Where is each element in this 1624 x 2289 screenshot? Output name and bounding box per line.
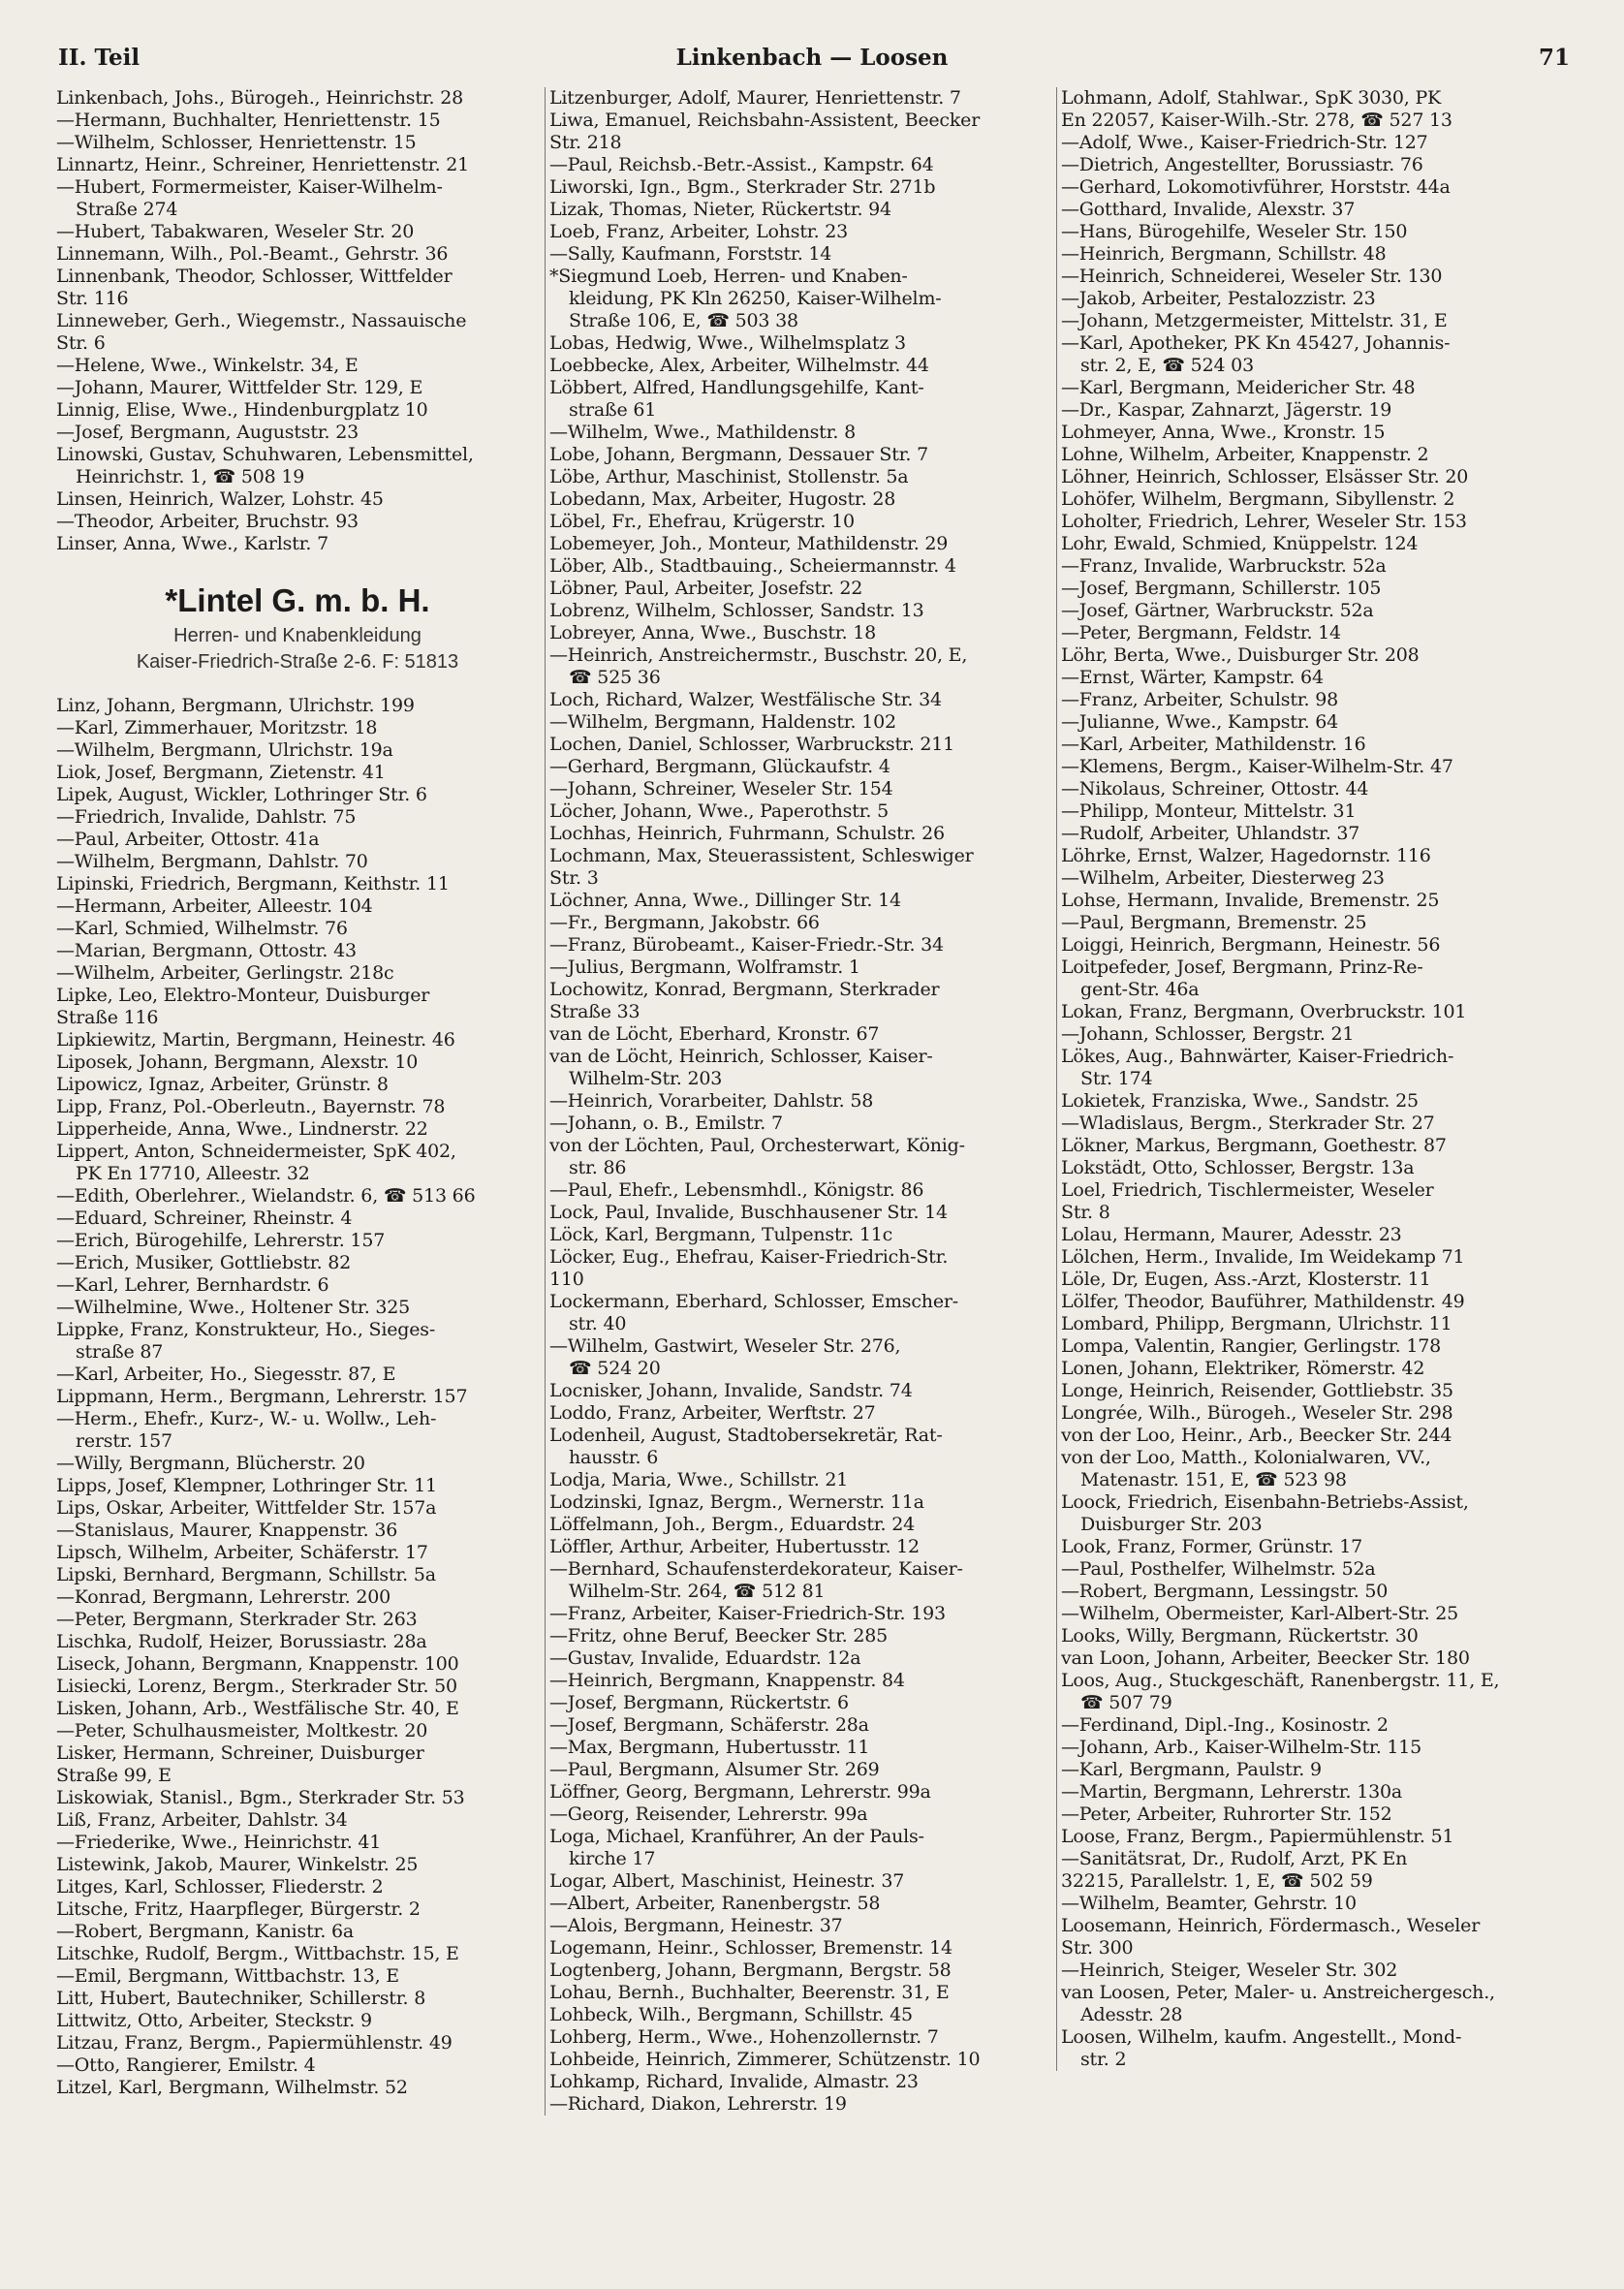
directory-entry: —Bernhard, Schaufensterdekorateur, Kaiser- bbox=[549, 1558, 963, 1580]
directory-entry: —Herm., Ehefr., Kurz-, W.- u. Wollw., Leh- bbox=[56, 1408, 437, 1429]
directory-entry: —Sally, Kaufmann, Forststr. 14 bbox=[549, 243, 832, 265]
directory-entry: Lipinski, Friedrich, Bergmann, Keithstr. 11 bbox=[56, 873, 450, 894]
directory-entry: —Erich, Musiker, Gottliebstr. 82 bbox=[56, 1252, 352, 1273]
directory-entry: —Georg, Reisender, Lehrerstr. 99a bbox=[549, 1803, 868, 1825]
directory-entry: straße 87 bbox=[76, 1341, 164, 1363]
directory-entry: Lohr, Ewald, Schmied, Knüppelstr. 124 bbox=[1061, 533, 1419, 554]
directory-entry: Listewink, Jakob, Maurer, Winkelstr. 25 bbox=[56, 1854, 419, 1875]
directory-entry: Straße 274 bbox=[76, 199, 178, 220]
directory-entry: Longe, Heinrich, Reisender, Gottliebstr. 35 bbox=[1061, 1380, 1453, 1401]
directory-entry: Lohkamp, Richard, Invalide, Almastr. 23 bbox=[549, 2071, 919, 2092]
directory-entry: —Friedrich, Invalide, Dahlstr. 75 bbox=[56, 806, 357, 828]
directory-entry: kirche 17 bbox=[569, 1848, 656, 1869]
directory-entry: —Eduard, Schreiner, Rheinstr. 4 bbox=[56, 1207, 353, 1229]
directory-entry: Lock, Paul, Invalide, Buschhausener Str. 14 bbox=[549, 1202, 948, 1223]
directory-entry: —Gerhard, Bergmann, Glückaufstr. 4 bbox=[549, 756, 890, 777]
directory-entry: —Theodor, Arbeiter, Bruchstr. 93 bbox=[56, 511, 359, 532]
directory-entry: Lompa, Valentin, Rangier, Gerlingstr. 178 bbox=[1061, 1335, 1441, 1357]
directory-entry: Lodzinski, Ignaz, Bergm., Wernerstr. 11a bbox=[549, 1491, 924, 1513]
directory-entry: —Paul, Arbeiter, Ottostr. 41a bbox=[56, 829, 320, 850]
directory-entry: Liok, Josef, Bergmann, Zietenstr. 41 bbox=[56, 762, 386, 783]
directory-entry: —Hermann, Arbeiter, Alleestr. 104 bbox=[56, 895, 373, 917]
directory-entry: Lölchen, Herm., Invalide, Im Weidekamp 71 bbox=[1061, 1246, 1465, 1268]
directory-entry: Löck, Karl, Bergmann, Tulpenstr. 11c bbox=[549, 1224, 893, 1245]
directory-entry: —Hermann, Buchhalter, Henriettenstr. 15 bbox=[56, 110, 441, 131]
directory-entry: Löhr, Berta, Wwe., Duisburger Str. 208 bbox=[1061, 644, 1420, 666]
directory-entry: Str. 6 bbox=[56, 332, 106, 354]
directory-entry: von der Löchten, Paul, Orchesterwart, König- bbox=[549, 1135, 965, 1156]
directory-entry: —Klemens, Bergm., Kaiser-Wilhelm-Str. 47 bbox=[1061, 756, 1453, 777]
directory-entry: von der Loo, Heinr., Arb., Beecker Str. 244 bbox=[1061, 1425, 1452, 1446]
directory-entry: Lipps, Josef, Klempner, Lothringer Str. 11 bbox=[56, 1475, 437, 1496]
directory-entry: Lipek, August, Wickler, Lothringer Str. 6 bbox=[56, 784, 427, 805]
directory-entry: Lobe, Johann, Bergmann, Dessauer Str. 7 bbox=[549, 444, 928, 465]
advertisement bbox=[56, 579, 539, 675]
directory-entry: —Johann, Maurer, Wittfelder Str. 129, E bbox=[56, 377, 423, 398]
column-1 bbox=[56, 87, 539, 2099]
directory-entry: Straße 99, E bbox=[56, 1765, 172, 1786]
directory-entry: Lips, Oskar, Arbeiter, Wittfelder Str. 157a bbox=[56, 1497, 437, 1519]
directory-entry: —Heinrich, Bergmann, Knappenstr. 84 bbox=[549, 1670, 905, 1691]
directory-entry: Löbbert, Alfred, Handlungsgehilfe, Kant- bbox=[549, 377, 924, 398]
directory-entry: 32215, Parallelstr. 1, E, ☎ 502 59 bbox=[1061, 1870, 1373, 1892]
directory-entry: Lohne, Wilhelm, Arbeiter, Knappenstr. 2 bbox=[1061, 444, 1429, 465]
directory-entry: ☎ 524 20 bbox=[569, 1358, 661, 1379]
directory-entry: Lohberg, Herm., Wwe., Hohenzollernstr. 7 bbox=[549, 2026, 939, 2048]
directory-entry: Lisiecki, Lorenz, Bergm., Sterkrader Str. 50 bbox=[56, 1676, 457, 1697]
directory-entry: Lipperheide, Anna, Wwe., Lindnerstr. 22 bbox=[56, 1118, 428, 1140]
directory-entry: Loitpefeder, Josef, Bergmann, Prinz-Re- bbox=[1061, 956, 1423, 978]
directory-entry: Lipowicz, Ignaz, Arbeiter, Grünstr. 8 bbox=[56, 1074, 389, 1095]
directory-entry: —Franz, Invalide, Warbruckstr. 52a bbox=[1061, 555, 1387, 577]
directory-entry: —Paul, Bergmann, Bremenstr. 25 bbox=[1061, 912, 1367, 933]
directory-entry: —Karl, Arbeiter, Ho., Siegesstr. 87, E bbox=[56, 1364, 396, 1385]
directory-entry: Löcher, Johann, Wwe., Paperothstr. 5 bbox=[549, 800, 889, 822]
directory-entry: Litsche, Fritz, Haarpfleger, Bürgerstr. 2 bbox=[56, 1898, 421, 1920]
directory-entry: —Nikolaus, Schreiner, Ottostr. 44 bbox=[1061, 778, 1369, 800]
directory-entry: —Paul, Posthelfer, Wilhelmstr. 52a bbox=[1061, 1558, 1376, 1580]
directory-entry: Logemann, Heinr., Schlosser, Bremenstr. 14 bbox=[549, 1937, 953, 1959]
directory-entry: —Wilhelm, Gastwirt, Weseler Str. 276, bbox=[549, 1335, 901, 1357]
directory-entry: Lochen, Daniel, Schlosser, Warbruckstr. 211 bbox=[549, 734, 955, 755]
directory-entry: Löber, Alb., Stadtbauing., Scheiermannstr. 4 bbox=[549, 555, 956, 577]
directory-entry: Lisken, Johann, Arb., Westfälische Str. 40, E bbox=[56, 1698, 459, 1719]
directory-entry: —Stanislaus, Maurer, Knappenstr. 36 bbox=[56, 1520, 398, 1541]
directory-entry: —Alois, Bergmann, Heinestr. 37 bbox=[549, 1915, 843, 1936]
directory-entry: Logar, Albert, Maschinist, Heinestr. 37 bbox=[549, 1870, 905, 1892]
directory-entry: Löffner, Georg, Bergmann, Lehrerstr. 99a bbox=[549, 1781, 931, 1803]
directory-entry: Lobemeyer, Joh., Monteur, Mathildenstr. 29 bbox=[549, 533, 949, 554]
directory-entry: —Johann, Metzgermeister, Mittelstr. 31, E bbox=[1061, 310, 1448, 331]
directory-entry: —Fr., Bergmann, Jakobstr. 66 bbox=[549, 912, 820, 933]
directory-entry: —Robert, Bergmann, Lessingstr. 50 bbox=[1061, 1581, 1389, 1602]
directory-entry: Lipp, Franz, Pol.-Oberleutn., Bayernstr. 78 bbox=[56, 1096, 446, 1117]
column-3-entries bbox=[1061, 87, 1584, 2071]
directory-entry: —Heinrich, Steiger, Weseler Str. 302 bbox=[1061, 1960, 1398, 1981]
directory-entry: Looks, Willy, Bergmann, Rückertstr. 30 bbox=[1061, 1625, 1419, 1646]
directory-entry: —Johann, Arb., Kaiser-Wilhelm-Str. 115 bbox=[1061, 1737, 1422, 1758]
directory-entry: Lohau, Bernh., Buchhalter, Beerenstr. 31, E bbox=[549, 1982, 950, 2003]
directory-entry: —Karl, Zimmerhauer, Moritzstr. 18 bbox=[56, 717, 378, 738]
directory-entry: Lipsch, Wilhelm, Arbeiter, Schäferstr. 17 bbox=[56, 1542, 428, 1563]
directory-entry: Litzel, Karl, Bergmann, Wilhelmstr. 52 bbox=[56, 2077, 408, 2098]
column-1-entries-bottom bbox=[56, 695, 539, 2099]
directory-entry: —Franz, Arbeiter, Schulstr. 98 bbox=[1061, 689, 1339, 710]
directory-entry: Loose, Franz, Bergm., Papiermühlenstr. 51 bbox=[1061, 1826, 1454, 1847]
directory-entry: —Wilhelm, Obermeister, Karl-Albert-Str. 25 bbox=[1061, 1603, 1459, 1624]
directory-entry: Linnartz, Heinr., Schreiner, Henriettenstr. 21 bbox=[56, 154, 470, 175]
directory-entry: —Franz, Bürobeamt., Kaiser-Friedr.-Str. 34 bbox=[549, 934, 944, 956]
directory-entry: Matenastr. 151, E, ☎ 523 98 bbox=[1080, 1469, 1347, 1490]
directory-entry: —Edith, Oberlehrer., Wielandstr. 6, ☎ 513 66 bbox=[56, 1185, 476, 1207]
directory-entry: Lohmann, Adolf, Stahlwar., SpK 3030, PK bbox=[1061, 87, 1442, 109]
directory-entry: Str. 174 bbox=[1080, 1068, 1153, 1089]
directory-entry: Loel, Friedrich, Tischlermeister, Weseler bbox=[1061, 1179, 1434, 1201]
directory-entry: —Wilhelm, Bergmann, Dahlstr. 70 bbox=[56, 851, 368, 872]
directory-entry: Löffler, Arthur, Arbeiter, Hubertusstr. 12 bbox=[549, 1536, 920, 1557]
directory-entry: Str. 116 bbox=[56, 288, 129, 309]
directory-entry: —Fritz, ohne Beruf, Beecker Str. 285 bbox=[549, 1625, 888, 1646]
directory-entry: —Karl, Bergmann, Meidericher Str. 48 bbox=[1061, 377, 1416, 398]
directory-entry: —Martin, Bergmann, Lehrerstr. 130a bbox=[1061, 1781, 1403, 1803]
directory-entry: —Heinrich, Schneiderei, Weseler Str. 130 bbox=[1061, 266, 1443, 287]
directory-entry: Litschke, Rudolf, Bergm., Wittbachstr. 15, E bbox=[56, 1943, 459, 1964]
directory-entry: Litt, Hubert, Bautechniker, Schillerstr. 8 bbox=[56, 1988, 426, 2009]
directory-entry: —Julianne, Wwe., Kampstr. 64 bbox=[1061, 711, 1339, 733]
directory-entry: Straße 116 bbox=[56, 1007, 159, 1028]
directory-entry: —Hubert, Tabakwaren, Weseler Str. 20 bbox=[56, 221, 415, 242]
directory-entry: —Marian, Bergmann, Ottostr. 43 bbox=[56, 940, 357, 961]
directory-entry: Lölfer, Theodor, Bauführer, Mathildenstr. 49 bbox=[1061, 1291, 1465, 1312]
directory-entry: —Josef, Bergmann, Schäferstr. 28a bbox=[549, 1714, 869, 1736]
directory-entry: —Wilhelm, Schlosser, Henriettenstr. 15 bbox=[56, 132, 417, 153]
directory-entry: —Josef, Bergmann, Rückertstr. 6 bbox=[549, 1692, 849, 1713]
directory-entry: —Josef, Bergmann, Auguststr. 23 bbox=[56, 422, 359, 443]
directory-entry: Liposek, Johann, Bergmann, Alexstr. 10 bbox=[56, 1051, 419, 1073]
directory-entry: Litzenburger, Adolf, Maurer, Henriettenstr. 7 bbox=[549, 87, 961, 109]
column-1-entries-top bbox=[56, 87, 539, 555]
directory-entry: Loddo, Franz, Arbeiter, Werftstr. 27 bbox=[549, 1402, 876, 1424]
directory-entry: —Konrad, Bergmann, Lehrerstr. 200 bbox=[56, 1586, 390, 1608]
directory-entry: Loos, Aug., Stuckgeschäft, Ranenbergstr. 11, E, bbox=[1061, 1670, 1500, 1691]
directory-entry: Löcker, Eug., Ehefrau, Kaiser-Friedrich-Str. bbox=[549, 1246, 949, 1268]
directory-entry: —Paul, Reichsb.-Betr.-Assist., Kampstr. 64 bbox=[549, 154, 934, 175]
directory-entry: Lippke, Franz, Konstrukteur, Ho., Sieges- bbox=[56, 1319, 436, 1340]
directory-entry: —Paul, Ehefr., Lebensmhdl., Königstr. 86 bbox=[549, 1179, 924, 1201]
directory-entry: Str. 3 bbox=[549, 867, 599, 889]
directory-entry: —Jakob, Arbeiter, Pestalozzistr. 23 bbox=[1061, 288, 1376, 309]
directory-entry: —Dr., Kaspar, Zahnarzt, Jägerstr. 19 bbox=[1061, 399, 1392, 421]
directory-entry: —Karl, Apotheker, PK Kn 45427, Johannis- bbox=[1061, 332, 1451, 354]
directory-entry: —Gotthard, Invalide, Alexstr. 37 bbox=[1061, 199, 1356, 220]
directory-entry: Lochmann, Max, Steuerassistent, Schleswiger bbox=[549, 845, 974, 866]
directory-entry: Liseck, Johann, Bergmann, Knappenstr. 100 bbox=[56, 1653, 459, 1675]
directory-entry: Liskowiak, Stanisl., Bgm., Sterkrader Str. 53 bbox=[56, 1787, 465, 1808]
directory-entry: str. 2, E, ☎ 524 03 bbox=[1080, 355, 1254, 376]
directory-entry: —Richard, Diakon, Lehrerstr. 19 bbox=[549, 2093, 847, 2115]
page-header bbox=[0, 37, 1624, 76]
directory-entry: —Adolf, Wwe., Kaiser-Friedrich-Str. 127 bbox=[1061, 132, 1428, 153]
directory-entry: van Loon, Johann, Arbeiter, Beecker Str. 180 bbox=[1061, 1647, 1470, 1669]
directory-entry: —Wilhelm, Arbeiter, Gerlingstr. 218c bbox=[56, 962, 394, 984]
directory-entry: —Ferdinand, Dipl.-Ing., Kosinostr. 2 bbox=[1061, 1714, 1389, 1736]
directory-entry: Linneweber, Gerh., Wiegemstr., Nassauische bbox=[56, 310, 467, 331]
directory-entry: ☎ 525 36 bbox=[569, 667, 661, 688]
directory-entry: Loosemann, Heinrich, Fördermasch., Weseler bbox=[1061, 1915, 1481, 1936]
directory-entry: Löbner, Paul, Arbeiter, Josefstr. 22 bbox=[549, 578, 863, 599]
directory-entry: Loch, Richard, Walzer, Westfälische Str. 34 bbox=[549, 689, 942, 710]
directory-entry: Linser, Anna, Wwe., Karlstr. 7 bbox=[56, 533, 328, 554]
directory-entry: —Hans, Bürogehilfe, Weseler Str. 150 bbox=[1061, 221, 1408, 242]
directory-entry: —Karl, Arbeiter, Mathildenstr. 16 bbox=[1061, 734, 1366, 755]
directory-entry: —Gustav, Invalide, Eduardstr. 12a bbox=[549, 1647, 861, 1669]
directory-entry: Loebbecke, Alex, Arbeiter, Wilhelmstr. 44 bbox=[549, 355, 929, 376]
directory-entry: gent-Str. 46a bbox=[1080, 979, 1200, 1000]
directory-entry: —Julius, Bergmann, Wolframstr. 1 bbox=[549, 956, 860, 978]
directory-entry: —Peter, Bergmann, Sterkrader Str. 263 bbox=[56, 1609, 418, 1630]
directory-entry: Lombard, Philipp, Bergmann, Ulrichstr. 11 bbox=[1061, 1313, 1452, 1334]
directory-entry: Liwa, Emanuel, Reichsbahn-Assistent, Beecker bbox=[549, 110, 981, 131]
directory-entry: von der Loo, Matth., Kolonialwaren, VV., bbox=[1061, 1447, 1431, 1468]
directory-entry: Straße 33 bbox=[549, 1001, 640, 1022]
directory-entry: *Siegmund Loeb, Herren- und Knaben- bbox=[549, 266, 908, 287]
page-range-title: Linkenbach — Loosen bbox=[675, 45, 949, 71]
directory-entry: —Johann, Schlosser, Bergstr. 21 bbox=[1061, 1023, 1355, 1045]
directory-entry: str. 86 bbox=[569, 1157, 627, 1178]
directory-entry: Lippert, Anton, Schneidermeister, SpK 402, bbox=[56, 1141, 456, 1162]
directory-entry: —Heinrich, Anstreichermstr., Buschstr. 20, E, bbox=[549, 644, 968, 666]
directory-entry: —Hubert, Formermeister, Kaiser-Wilhelm- bbox=[56, 176, 443, 198]
directory-entry: Lodja, Maria, Wwe., Schillstr. 21 bbox=[549, 1469, 849, 1490]
directory-entry: —Wilhelm, Arbeiter, Diesterweg 23 bbox=[1061, 867, 1385, 889]
directory-entry: Str. 218 bbox=[549, 132, 622, 153]
directory-entry: van de Löcht, Eberhard, Kronstr. 67 bbox=[549, 1023, 880, 1045]
column-2-entries bbox=[549, 87, 1047, 2116]
directory-entry: —Peter, Arbeiter, Ruhrorter Str. 152 bbox=[1061, 1803, 1392, 1825]
directory-entry: —Otto, Rangierer, Emilstr. 4 bbox=[56, 2054, 316, 2076]
directory-entry: —Wilhelm, Wwe., Mathildenstr. 8 bbox=[549, 422, 856, 443]
directory-entry: —Wilhelm, Bergmann, Ulrichstr. 19a bbox=[56, 739, 393, 761]
directory-entry: Littwitz, Otto, Arbeiter, Steckstr. 9 bbox=[56, 2010, 372, 2031]
directory-entry: —Emil, Bergmann, Wittbachstr. 13, E bbox=[56, 1965, 399, 1987]
directory-entry: —Helene, Wwe., Winkelstr. 34, E bbox=[56, 355, 359, 376]
directory-entry: Linsen, Heinrich, Walzer, Lohstr. 45 bbox=[56, 488, 384, 510]
directory-entry: —Heinrich, Vorarbeiter, Dahlstr. 58 bbox=[549, 1090, 874, 1112]
directory-entry: Lokan, Franz, Bergmann, Overbruckstr. 101 bbox=[1061, 1001, 1467, 1022]
directory-entry: Straße 106, E, ☎ 503 38 bbox=[569, 310, 798, 331]
directory-entry: Lobedann, Max, Arbeiter, Hugostr. 28 bbox=[549, 488, 896, 510]
directory-entry: Löhrke, Ernst, Walzer, Hagedornstr. 116 bbox=[1061, 845, 1431, 866]
directory-entry: hausstr. 6 bbox=[569, 1447, 659, 1468]
directory-entry: Loga, Michael, Kranführer, An der Pauls- bbox=[549, 1826, 924, 1847]
directory-entry: Lökes, Aug., Bahnwärter, Kaiser-Friedrich- bbox=[1061, 1046, 1454, 1067]
directory-entry: Longrée, Wilh., Bürogeh., Weseler Str. 298 bbox=[1061, 1402, 1453, 1424]
directory-entry: straße 61 bbox=[569, 399, 657, 421]
directory-entry: —Willy, Bergmann, Blücherstr. 20 bbox=[56, 1453, 365, 1474]
directory-entry: Wilhelm-Str. 264, ☎ 512 81 bbox=[569, 1581, 826, 1602]
directory-entry: —Philipp, Monteur, Mittelstr. 31 bbox=[1061, 800, 1357, 822]
directory-entry: Lodenheil, August, Stadtobersekretär, Rat- bbox=[549, 1425, 943, 1446]
directory-entry: —Wladislaus, Bergm., Sterkrader Str. 27 bbox=[1061, 1113, 1435, 1134]
directory-entry: Lobas, Hedwig, Wwe., Wilhelmsplatz 3 bbox=[549, 332, 906, 354]
directory-entry: —Gerhard, Lokomotivführer, Horststr. 44a bbox=[1061, 176, 1451, 198]
directory-entry: Str. 300 bbox=[1061, 1937, 1134, 1959]
directory-entry: Litzau, Franz, Bergm., Papiermühlenstr. 49 bbox=[56, 2032, 453, 2054]
directory-entry: Lokietek, Franziska, Wwe., Sandstr. 25 bbox=[1061, 1090, 1419, 1112]
directory-entry: str. 2 bbox=[1080, 2049, 1127, 2070]
directory-entry: Linnemann, Wilh., Pol.-Beamt., Gehrstr. 36 bbox=[56, 243, 449, 265]
directory-entry: PK En 17710, Alleestr. 32 bbox=[76, 1163, 310, 1184]
directory-entry: —Johann, o. B., Emilstr. 7 bbox=[549, 1113, 783, 1134]
directory-entry: Linowski, Gustav, Schuhwaren, Lebensmittel, bbox=[56, 444, 474, 465]
directory-entry: Heinrichstr. 1, ☎ 508 19 bbox=[76, 466, 305, 487]
directory-entry: —Robert, Bergmann, Kanistr. 6a bbox=[56, 1921, 355, 1942]
directory-entry: —Dietrich, Angestellter, Borussiastr. 76 bbox=[1061, 154, 1423, 175]
ad-line-2: Kaiser-Friedrich-Straße 2-6. F: 51813 bbox=[136, 651, 459, 673]
directory-entry: Lolau, Hermann, Maurer, Adesstr. 23 bbox=[1061, 1224, 1402, 1245]
directory-entry: Lischka, Rudolf, Heizer, Borussiastr. 28a bbox=[56, 1631, 427, 1652]
directory-entry: Lökner, Markus, Bergmann, Goethestr. 87 bbox=[1061, 1135, 1447, 1156]
directory-entry: —Max, Bergmann, Hubertusstr. 11 bbox=[549, 1737, 870, 1758]
directory-entry: Lokstädt, Otto, Schlosser, Bergstr. 13a bbox=[1061, 1157, 1415, 1178]
directory-entry: Liß, Franz, Arbeiter, Dahlstr. 34 bbox=[56, 1809, 348, 1831]
directory-entry: Linz, Johann, Bergmann, Ulrichstr. 199 bbox=[56, 695, 415, 716]
directory-entry: Lohbeck, Wilh., Bergmann, Schillstr. 45 bbox=[549, 2004, 913, 2025]
directory-entry: —Franz, Arbeiter, Kaiser-Friedrich-Str. 193 bbox=[549, 1603, 946, 1624]
directory-entry: Lockermann, Eberhard, Schlosser, Emscher- bbox=[549, 1291, 958, 1312]
directory-entry: —Karl, Bergmann, Paulstr. 9 bbox=[1061, 1759, 1322, 1780]
directory-entry: Lohse, Hermann, Invalide, Bremenstr. 25 bbox=[1061, 890, 1440, 911]
directory-entry: Logtenberg, Johann, Bergmann, Bergstr. 58 bbox=[549, 1960, 952, 1981]
directory-entry: —Sanitätsrat, Dr., Rudolf, Arzt, PK En bbox=[1061, 1848, 1408, 1869]
directory-entry: van de Löcht, Heinrich, Schlosser, Kaiser- bbox=[549, 1046, 933, 1067]
directory-entry: Adesstr. 28 bbox=[1080, 2004, 1183, 2025]
directory-entry: 110 bbox=[549, 1269, 584, 1290]
directory-entry: Lipkiewitz, Martin, Bergmann, Heinestr. 46 bbox=[56, 1029, 455, 1050]
directory-entry: Lochhas, Heinrich, Fuhrmann, Schulstr. 26 bbox=[549, 823, 945, 844]
directory-entry: —Johann, Schreiner, Weseler Str. 154 bbox=[549, 778, 893, 800]
directory-entry: Linkenbach, Johs., Bürogeh., Heinrichstr. 28 bbox=[56, 87, 464, 109]
directory-entry: Lobreyer, Anna, Wwe., Buschstr. 18 bbox=[549, 622, 877, 643]
directory-entry: Lipke, Leo, Elektro-Monteur, Duisburger bbox=[56, 985, 430, 1006]
directory-entry: —Albert, Arbeiter, Ranenbergstr. 58 bbox=[549, 1893, 881, 1914]
directory-entry: —Wilhelmine, Wwe., Holtener Str. 325 bbox=[56, 1297, 411, 1318]
directory-entry: Lippmann, Herm., Bergmann, Lehrerstr. 157 bbox=[56, 1386, 468, 1407]
ad-line-1: Herren- und Knabenkleidung bbox=[173, 625, 422, 646]
directory-entry: Lobrenz, Wilhelm, Schlosser, Sandstr. 13 bbox=[549, 600, 924, 621]
directory-entry: —Peter, Bergmann, Feldstr. 14 bbox=[1061, 622, 1341, 643]
directory-entry: Lipski, Bernhard, Bergmann, Schillstr. 5a bbox=[56, 1564, 436, 1585]
page-number: 71 bbox=[1538, 45, 1570, 71]
directory-entry: —Ernst, Wärter, Kampstr. 64 bbox=[1061, 667, 1324, 688]
directory-entry: Lohmeyer, Anna, Wwe., Kronstr. 15 bbox=[1061, 422, 1386, 443]
directory-entry: Löbel, Fr., Ehefrau, Krügerstr. 10 bbox=[549, 511, 855, 532]
directory-entry: Loosen, Wilhelm, kaufm. Angestellt., Mond- bbox=[1061, 2026, 1462, 2048]
directory-entry: str. 40 bbox=[569, 1313, 627, 1334]
directory-entry: Löhner, Heinrich, Schlosser, Elsässer Str. 20 bbox=[1061, 466, 1469, 487]
directory-entry: Loiggi, Heinrich, Bergmann, Heinestr. 56 bbox=[1061, 934, 1441, 956]
directory-entry: En 22057, Kaiser-Wilh.-Str. 278, ☎ 527 13 bbox=[1061, 110, 1452, 131]
directory-entry: —Wilhelm, Bergmann, Haldenstr. 102 bbox=[549, 711, 896, 733]
directory-entry: Wilhelm-Str. 203 bbox=[569, 1068, 723, 1089]
directory-entry: Duisburger Str. 203 bbox=[1080, 1514, 1263, 1535]
directory-entry: —Paul, Bergmann, Alsumer Str. 269 bbox=[549, 1759, 880, 1780]
directory-entry: Löffelmann, Joh., Bergm., Eduardstr. 24 bbox=[549, 1514, 916, 1535]
directory-entry: Linnig, Elise, Wwe., Hindenburgplatz 10 bbox=[56, 399, 428, 421]
directory-entry: Loholter, Friedrich, Lehrer, Weseler Str. 153 bbox=[1061, 511, 1467, 532]
column-2 bbox=[545, 87, 1047, 2116]
directory-entry: rerstr. 157 bbox=[76, 1430, 172, 1452]
directory-entry: van Loosen, Peter, Maler- u. Anstreichergesch., bbox=[1061, 1982, 1495, 2003]
directory-entry: kleidung, PK Kln 26250, Kaiser-Wilhelm- bbox=[569, 288, 942, 309]
directory-entry: Locnisker, Johann, Invalide, Sandstr. 74 bbox=[549, 1380, 913, 1401]
directory-entry: Loock, Friedrich, Eisenbahn-Betriebs-Assist, bbox=[1061, 1491, 1469, 1513]
directory-entry: —Josef, Bergmann, Schillerstr. 105 bbox=[1061, 578, 1382, 599]
directory-entry: —Erich, Bürogehilfe, Lehrerstr. 157 bbox=[56, 1230, 386, 1251]
directory-entry: Look, Franz, Former, Grünstr. 17 bbox=[1061, 1536, 1362, 1557]
directory-entry: —Wilhelm, Beamter, Gehrstr. 10 bbox=[1061, 1893, 1357, 1914]
directory-entry: Lonen, Johann, Elektriker, Römerstr. 42 bbox=[1061, 1358, 1425, 1379]
directory-entry: ☎ 507 79 bbox=[1080, 1692, 1172, 1713]
directory-entry: Liworski, Ign., Bgm., Sterkrader Str. 271b bbox=[549, 176, 936, 198]
directory-entry: Löbe, Arthur, Maschinist, Stollenstr. 5a bbox=[549, 466, 909, 487]
directory-entry: —Peter, Schulhausmeister, Moltkestr. 20 bbox=[56, 1720, 428, 1741]
directory-entry: Lohöfer, Wilhelm, Bergmann, Sibyllenstr. 2 bbox=[1061, 488, 1455, 510]
directory-entry: Lizak, Thomas, Nieter, Rückertstr. 94 bbox=[549, 199, 891, 220]
column-3 bbox=[1056, 87, 1584, 2071]
directory-entry: Lisker, Hermann, Schreiner, Duisburger bbox=[56, 1742, 424, 1764]
directory-entry: —Josef, Gärtner, Warbruckstr. 52a bbox=[1061, 600, 1374, 621]
directory-entry: —Rudolf, Arbeiter, Uhlandstr. 37 bbox=[1061, 823, 1360, 844]
directory-entry: —Friederike, Wwe., Heinrichstr. 41 bbox=[56, 1832, 382, 1853]
directory-entry: Loeb, Franz, Arbeiter, Lohstr. 23 bbox=[549, 221, 849, 242]
directory-entry: Löle, Dr, Eugen, Ass.-Arzt, Klosterstr. 11 bbox=[1061, 1269, 1431, 1290]
directory-entry: Lochowitz, Konrad, Bergmann, Sterkrader bbox=[549, 979, 940, 1000]
directory-entry: Linnenbank, Theodor, Schlosser, Wittfelder bbox=[56, 266, 453, 287]
directory-entry: —Karl, Lehrer, Bernhardstr. 6 bbox=[56, 1274, 329, 1296]
directory-entry: Str. 8 bbox=[1061, 1202, 1110, 1223]
part-label: II. Teil bbox=[58, 45, 141, 71]
directory-entry: —Heinrich, Bergmann, Schillstr. 48 bbox=[1061, 243, 1387, 265]
directory-entry: —Karl, Schmied, Wilhelmstr. 76 bbox=[56, 918, 348, 939]
directory-entry: Lohbeide, Heinrich, Zimmerer, Schützenstr. 10 bbox=[549, 2049, 981, 2070]
directory-entry: Löchner, Anna, Wwe., Dillinger Str. 14 bbox=[549, 890, 901, 911]
ad-company-name: *Lintel G. m. b. H. bbox=[165, 582, 430, 618]
directory-entry: Litges, Karl, Schlosser, Fliederstr. 2 bbox=[56, 1876, 384, 1897]
